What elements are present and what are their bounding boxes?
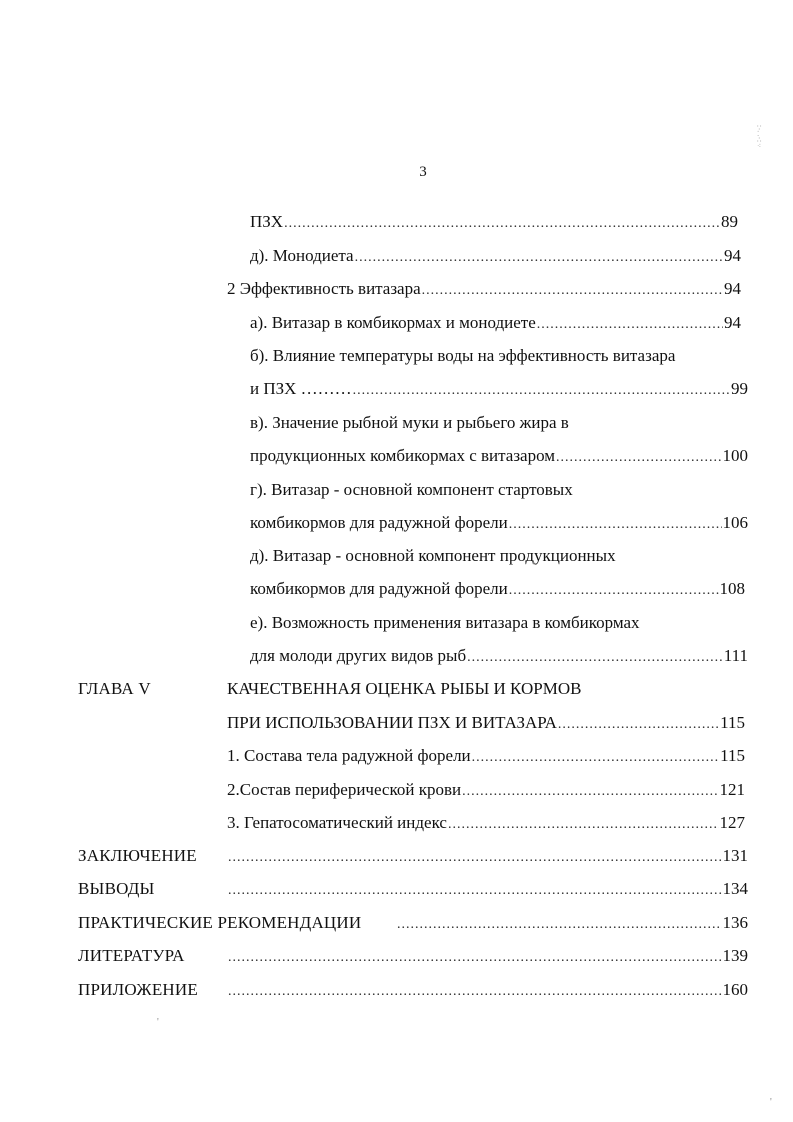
practical-recommendations-label: ПРАКТИЧЕСКИЕ РЕКОМЕНДАЦИИ xyxy=(78,913,362,932)
toc-entry-title: ПРИ ИСПОЛЬЗОВАНИИ ПЗХ И ВИТАЗАРА xyxy=(227,713,557,732)
toc-entry-page: 100 xyxy=(722,446,748,465)
toc-entry-title: комбикормов для радужной форели xyxy=(250,513,508,532)
page-number: 3 xyxy=(419,164,427,180)
toc-entry-page: 94 xyxy=(724,313,741,332)
toc-entry-title: г). Витазар - основной компонент стартовых xyxy=(250,480,573,499)
toc-entry-title: б). Влияние температуры воды на эффективность витазара xyxy=(250,346,676,365)
dot-leader xyxy=(284,213,720,235)
toc-entry xyxy=(250,578,745,602)
toc-entry-page: 134 xyxy=(722,879,748,898)
toc-entry-title: е). Возможность применения витазара в комбикормах xyxy=(250,613,640,632)
dot-leader xyxy=(228,981,722,1003)
toc-entry-page: 127 xyxy=(719,813,745,832)
toc-entry-page: 99 xyxy=(731,379,748,398)
appendix-label: ПРИЛОЖЕНИЕ xyxy=(78,980,198,999)
dot-leader xyxy=(228,847,722,869)
dot-leader xyxy=(397,914,722,936)
chapter-5-label: ГЛАВА V xyxy=(78,679,151,698)
toc-entry-title: и ПЗХ ……… xyxy=(250,379,352,398)
dot-leader xyxy=(467,647,723,669)
toc-entry xyxy=(250,245,741,269)
toc-entry xyxy=(227,278,741,302)
toc-entry-title: а). Витазар в комбикормах и монодиете xyxy=(250,313,536,332)
dot-leader xyxy=(228,947,722,969)
toc-entry-page: 89 xyxy=(721,212,738,231)
toc-entry xyxy=(396,912,748,936)
toc-entry xyxy=(227,945,748,969)
findings-label: ВЫВОДЫ xyxy=(78,879,155,898)
dot-leader xyxy=(509,580,719,602)
toc-entry xyxy=(250,645,748,669)
toc-entry-title: КАЧЕСТВЕННАЯ ОЦЕНКА РЫБЫ И КОРМОВ xyxy=(227,679,582,698)
toc-entry-title: д). Витазар - основной компонент продукционных xyxy=(250,546,616,565)
toc-entry xyxy=(227,812,745,836)
toc-entry xyxy=(227,745,745,769)
toc-entry xyxy=(227,779,745,803)
toc-entry-page: 121 xyxy=(719,780,745,799)
toc-entry xyxy=(250,512,748,536)
dot-leader xyxy=(509,514,722,536)
scan-artifact: ' xyxy=(770,1097,772,1108)
toc-entry xyxy=(227,712,745,736)
dot-leader xyxy=(228,880,722,902)
conclusion-label: ЗАКЛЮЧЕНИЕ xyxy=(78,846,197,865)
toc-entry xyxy=(227,979,748,1003)
toc-entry xyxy=(250,211,738,235)
toc-entry-title: продукционных комбикормах с витазаром xyxy=(250,446,556,465)
toc-entry-title: 2 Эффективность витазара xyxy=(227,279,421,298)
dot-leader xyxy=(472,747,719,769)
dot-leader xyxy=(355,247,723,269)
toc-entry-title: ПЗХ xyxy=(250,212,284,231)
toc-entry-title: 3. Гепатосоматический индекс xyxy=(227,813,447,832)
toc-entry-title: для молоди других видов рыб xyxy=(250,646,467,665)
toc-entry-page: 115 xyxy=(720,713,745,732)
toc-entry xyxy=(250,445,748,469)
toc-entry-title: д). Монодиета xyxy=(250,246,354,265)
toc-entry-page: 131 xyxy=(722,846,748,865)
dot-leader xyxy=(537,314,723,336)
toc-entry xyxy=(250,378,748,402)
dot-leader xyxy=(556,447,721,469)
literature-label: ЛИТЕРАТУРА xyxy=(78,946,185,965)
toc-entry-page: 115 xyxy=(720,746,745,765)
toc-entry-page: 94 xyxy=(724,246,741,265)
toc-entry xyxy=(227,878,748,902)
toc-entry-title: 2.Состав периферической крови xyxy=(227,780,462,799)
dot-leader xyxy=(558,714,719,736)
toc-entry-page: 139 xyxy=(722,946,748,965)
toc-entry-page: 136 xyxy=(722,913,748,932)
toc-entry-page: 94 xyxy=(724,279,741,298)
toc-entry xyxy=(250,312,741,336)
dot-leader xyxy=(422,280,723,302)
toc-entry xyxy=(227,845,748,869)
toc-entry-title: комбикормов для радужной форели xyxy=(250,579,508,598)
toc-entry-page: 111 xyxy=(723,646,748,665)
dot-leader xyxy=(353,380,730,402)
toc-entry-page: 160 xyxy=(722,980,748,999)
toc-entry-title: в). Значение рыбной муки и рыбьего жира в xyxy=(250,413,569,432)
toc-entry-page: 106 xyxy=(722,513,748,532)
dot-leader xyxy=(462,781,718,803)
dot-leader xyxy=(448,814,719,836)
scan-artifact: ' xyxy=(157,1017,159,1028)
scan-artifact: ∵ ⁚ ∴ ⁖ xyxy=(757,124,762,150)
toc-entry-page: 108 xyxy=(719,579,745,598)
toc-entry-title: 1. Состава тела радужной форели xyxy=(227,746,471,765)
